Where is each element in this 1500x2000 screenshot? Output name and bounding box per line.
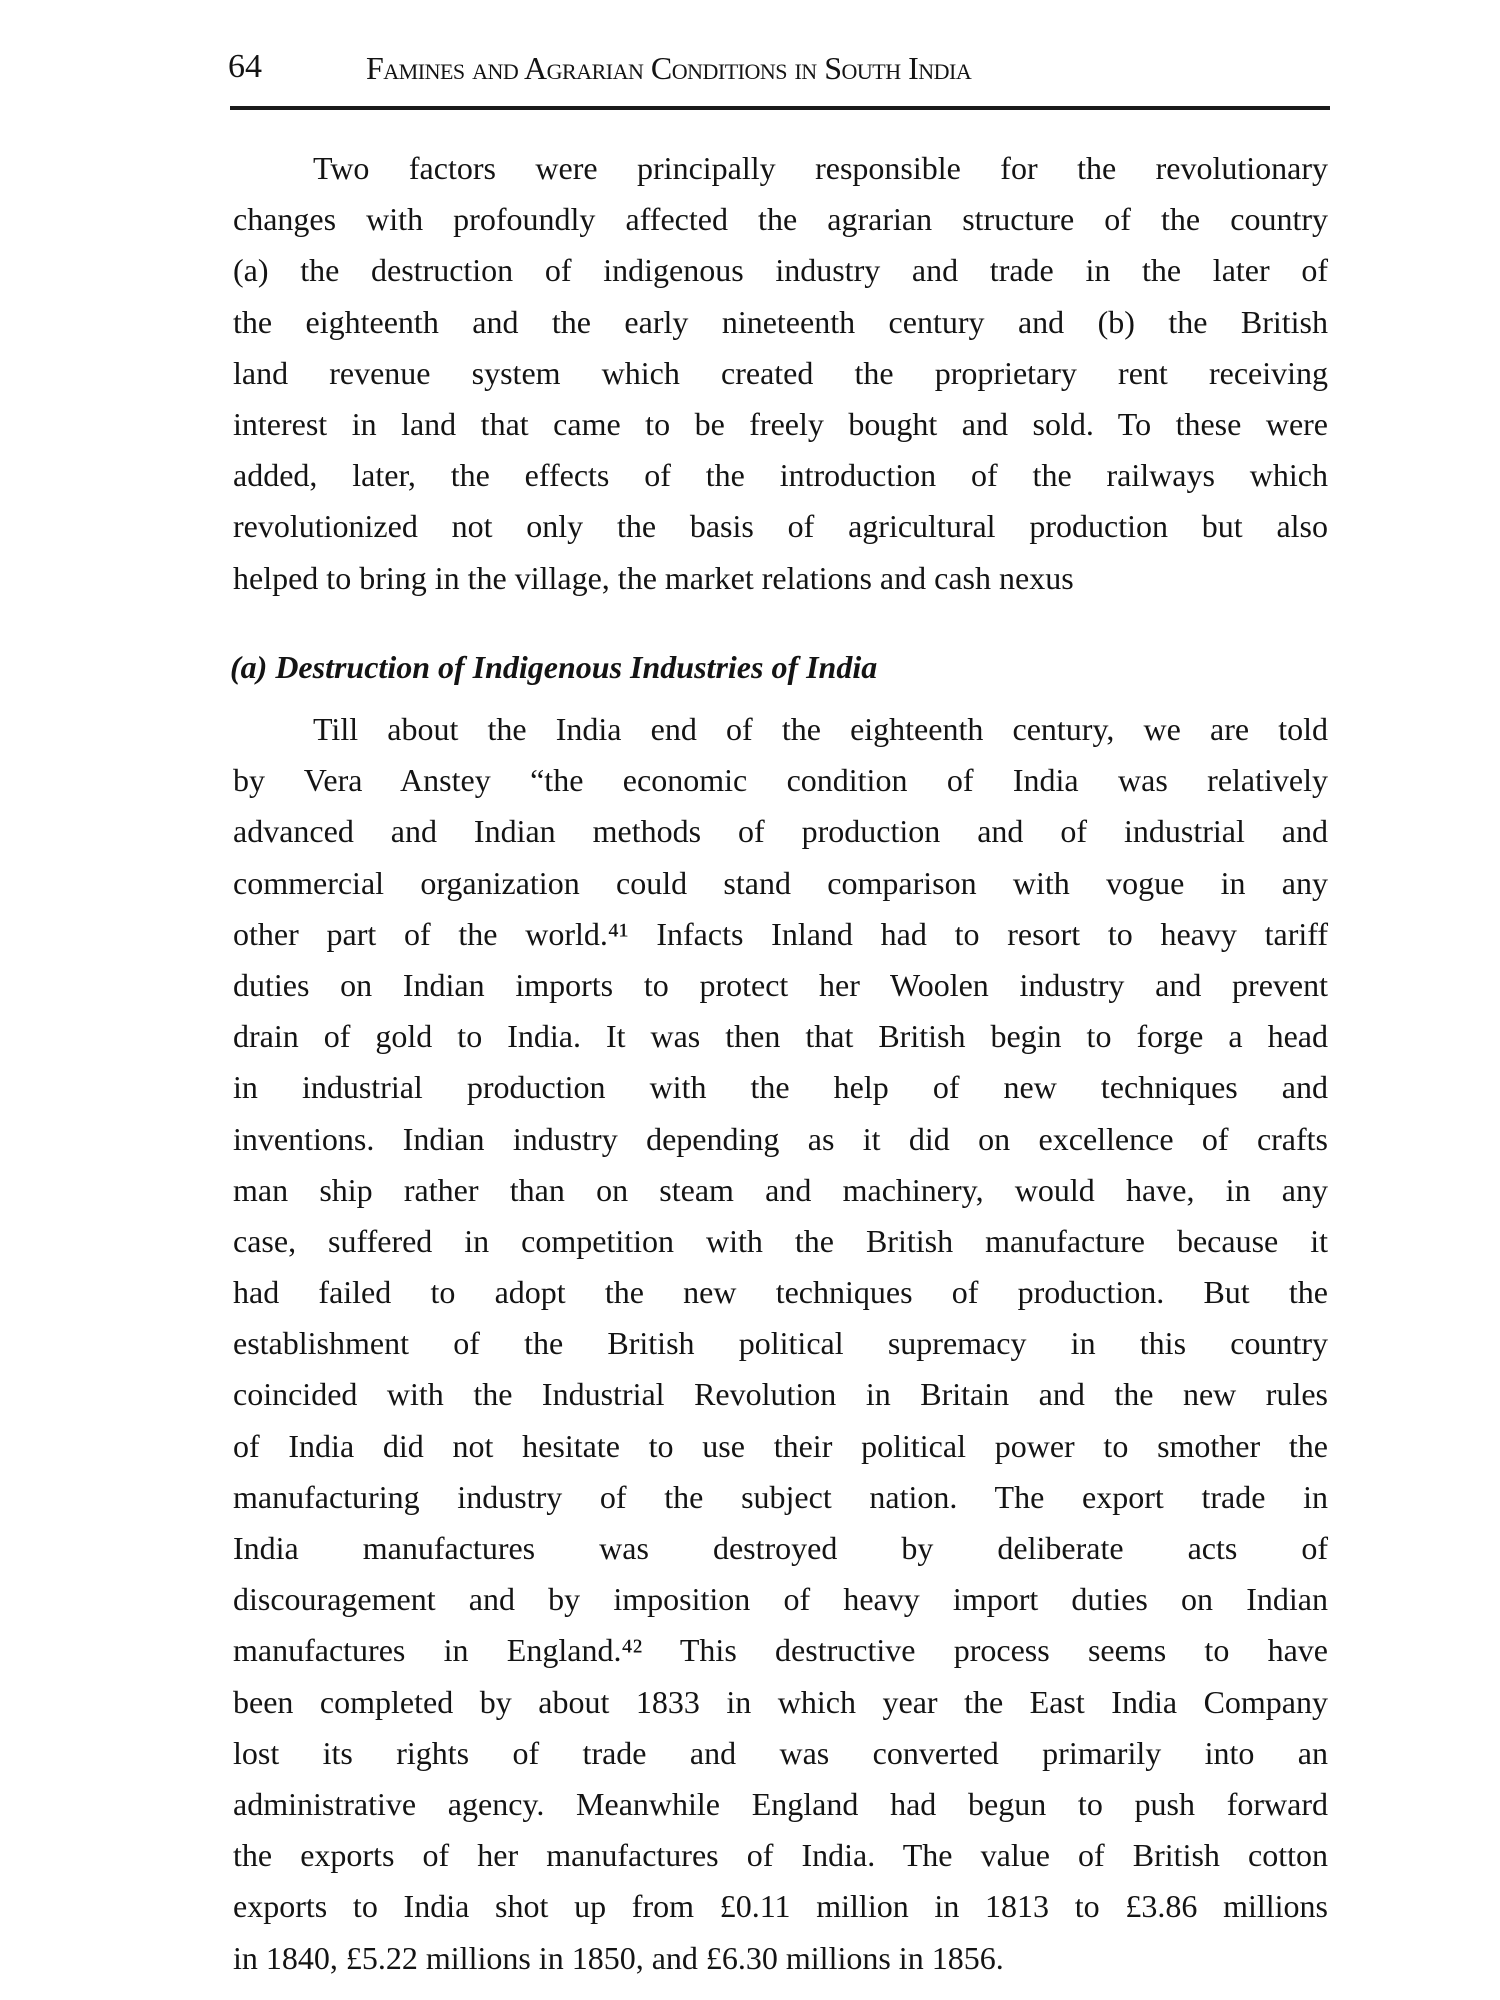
text-line: land revenue system which created the proprietary rent receiving	[233, 354, 1328, 391]
text-line: Till about the India end of the eighteenth century, we are told	[313, 711, 1328, 747]
text-line: changes with profoundly affected the agrarian structure of the country	[233, 201, 1328, 238]
text-line: by Vera Anstey “the economic condition of India was relatively	[233, 762, 1328, 799]
text-line: of India did not hesitate to use their political power to smother the	[233, 1427, 1328, 1464]
text-line: (a) the destruction of indigenous industry and trade in the later of	[233, 252, 1328, 289]
paragraph-1	[233, 143, 1328, 604]
text-line: helped to bring in the village, the market relations and cash nexus	[233, 559, 1074, 596]
page-number: 64	[228, 48, 262, 85]
text-line: the eighteenth and the early nineteenth century and (b) the British	[233, 303, 1328, 340]
text-line: interest in land that came to be freely bought and sold. To these were	[233, 405, 1328, 442]
text-line: been completed by about 1833 in which year the East India Company	[233, 1683, 1328, 1720]
text-line: manufacturing industry of the subject nation. The export trade in	[233, 1478, 1328, 1515]
text-line: other part of the world.⁴¹ Infacts Inland had to resort to heavy tariff	[233, 915, 1328, 952]
text-line: had failed to adopt the new techniques of production. But the	[233, 1274, 1328, 1311]
text-line: manufactures in England.⁴² This destructive process seems to have	[233, 1632, 1328, 1669]
text-line: exports to India shot up from £0.11 million in 1813 to £3.86 millions	[233, 1888, 1328, 1925]
text-line: commercial organization could stand comparison with vogue in any	[233, 864, 1328, 901]
header-rule	[230, 106, 1330, 110]
text-line: added, later, the effects of the introduction of the railways which	[233, 457, 1328, 494]
section-heading: (a) Destruction of Indigenous Industries of India	[230, 649, 878, 685]
text-line: lost its rights of trade and was converted primarily into an	[233, 1734, 1328, 1771]
text-line: advanced and Indian methods of production and of industrial and	[233, 813, 1328, 850]
text-line: in industrial production with the help of new techniques and	[233, 1069, 1328, 1106]
text-line: administrative agency. Meanwhile England had begun to push forward	[233, 1785, 1328, 1822]
paragraph-2	[233, 704, 1328, 1984]
text-line: Two factors were principally responsible for the revolutionary	[313, 150, 1328, 186]
text-line: drain of gold to India. It was then that British begin to forge a head	[233, 1018, 1328, 1055]
text-line: man ship rather than on steam and machinery, would have, in any	[233, 1171, 1328, 1208]
text-line: the exports of her manufactures of India. The value of British cotton	[233, 1837, 1328, 1874]
text-line: inventions. Indian industry depending as it did on excellence of crafts	[233, 1120, 1328, 1157]
text-line: establishment of the British political supremacy in this country	[233, 1325, 1328, 1362]
text-line: duties on Indian imports to protect her Woolen industry and prevent	[233, 966, 1328, 1003]
text-line: discouragement and by imposition of heavy import duties on Indian	[233, 1581, 1328, 1618]
text-line: India manufactures was destroyed by deliberate acts of	[233, 1530, 1328, 1566]
text-line: revolutionized not only the basis of agricultural production but also	[233, 508, 1328, 545]
text-line: in 1840, £5.22 millions in 1850, and £6.30 millions in 1856.	[233, 1939, 1004, 1976]
text-line: case, suffered in competition with the British manufacture because it	[233, 1222, 1328, 1259]
running-title: Famines and Agrarian Conditions in South India	[366, 50, 972, 86]
text-line: coincided with the Industrial Revolution in Britain and the new rules	[233, 1376, 1328, 1413]
